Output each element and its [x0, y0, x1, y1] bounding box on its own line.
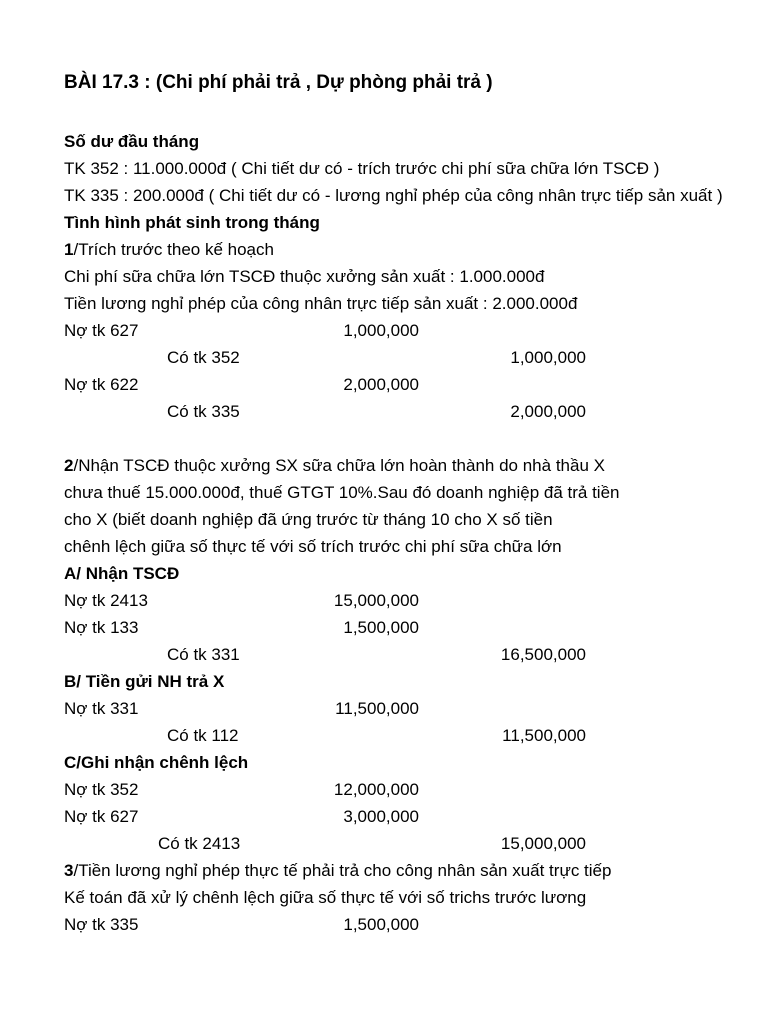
credit-entry [64, 722, 589, 749]
account-label: Nợ tk 335 [64, 915, 139, 934]
line-text: A/ Nhận TSCĐ [64, 564, 180, 583]
text-line [64, 182, 723, 209]
account-label: Nợ tk 627 [64, 807, 139, 826]
line-text: cho X (biết doanh nghiệp đã ứng trước từ tháng 10 cho X số tiền [64, 510, 553, 529]
line-text: B/ Tiền gửi NH trả X [64, 672, 225, 691]
credit-entry [64, 830, 589, 857]
debit-entry [64, 695, 589, 722]
line-text: Kế toán đã xử lý chênh lệch giữa số thực tế với số trichs trước lương [64, 888, 587, 907]
account-label: Có tk 112 [167, 726, 239, 745]
text-line [64, 506, 589, 533]
section-heading [64, 560, 589, 587]
account-label: Nợ tk 133 [64, 618, 139, 637]
account-label: Nợ tk 331 [64, 699, 139, 718]
text-line [64, 155, 660, 182]
amount-value: 1,000,000 [510, 348, 586, 367]
amount-value: 15,000,000 [500, 834, 586, 853]
text-line [64, 533, 589, 560]
account-label: Nợ tk 352 [64, 780, 139, 799]
blank-row [64, 425, 589, 452]
section-heading [64, 668, 589, 695]
text-line [64, 884, 589, 911]
item-number: 2 [64, 456, 74, 475]
section-heading [64, 749, 589, 776]
account-label: Nợ tk 627 [64, 321, 139, 340]
debit-entry [64, 371, 589, 398]
text-line [64, 857, 612, 884]
line-text: Chi phí sữa chữa lớn TSCĐ thuộc xưởng sản xuất : 1.000.000đ [64, 267, 545, 286]
amount-value: 11,500,000 [335, 699, 419, 718]
amount-value: 12,000,000 [333, 780, 419, 799]
amount-value: 1,500,000 [343, 618, 419, 637]
account-label: Nợ tk 622 [64, 375, 139, 394]
text-line [64, 290, 589, 317]
account-label: Có tk 352 [167, 348, 240, 367]
line-text: chênh lệch giữa số thực tế với số trích trước chi phí sữa chữa lớn [64, 537, 562, 556]
account-label: Có tk 335 [167, 402, 240, 421]
account-label: Có tk 2413 [158, 834, 241, 853]
line-text: Tiền lương nghỉ phép của công nhân trực tiếp sản xuất : 2.000.000đ [64, 294, 578, 313]
text-line [64, 452, 605, 479]
line-text: Tình hình phát sinh trong tháng [64, 213, 320, 232]
section-heading [64, 128, 589, 155]
line-text: C/Ghi nhận chênh lệch [64, 753, 249, 772]
amount-value: 11,500,000 [502, 726, 586, 745]
amount-value: 3,000,000 [343, 807, 419, 826]
credit-entry [64, 641, 589, 668]
item-number: 3 [64, 861, 74, 880]
amount-value: 15,000,000 [333, 591, 419, 610]
debit-entry [64, 776, 589, 803]
text-line [64, 263, 589, 290]
line-text: Số dư đầu tháng [64, 132, 200, 151]
text-line [64, 236, 589, 263]
line-text: /Trích trước theo kế hoạch [73, 240, 274, 259]
account-label: Nợ tk 2413 [64, 591, 148, 610]
amount-value: 16,500,000 [500, 645, 586, 664]
debit-entry [64, 911, 589, 938]
credit-entry [64, 344, 589, 371]
section-heading [64, 209, 589, 236]
line-text: TK 352 : 11.000.000đ ( Chi tiết dư có - trích trước chi phí sữa chữa lớn TSCĐ ) [64, 159, 660, 178]
line-text: TK 335 : 200.000đ ( Chi tiết dư có - lương nghỉ phép của công nhân trực tiếp sản xuất ) [64, 186, 723, 205]
amount-value: 2,000,000 [510, 402, 586, 421]
text-line [64, 479, 620, 506]
debit-entry [64, 587, 589, 614]
exercise-title: BÀI 17.3 : (Chi phí phải trả , Dự phòng phải trả ) [64, 72, 493, 93]
line-text: /Tiền lương nghỉ phép thực tế phải trả cho công nhân sản xuất trực tiếp [73, 861, 612, 880]
debit-entry [64, 803, 589, 830]
credit-entry [64, 398, 589, 425]
debit-entry [64, 317, 589, 344]
account-label: Có tk 331 [167, 645, 240, 664]
amount-value: 2,000,000 [343, 375, 419, 394]
line-text: /Nhận TSCĐ thuộc xưởng SX sữa chữa lớn hoàn thành do nhà thầu X [73, 456, 605, 475]
item-number: 1 [64, 240, 74, 259]
amount-value: 1,000,000 [343, 321, 419, 340]
debit-entry [64, 614, 589, 641]
line-text: chưa thuế 15.000.000đ, thuế GTGT 10%.Sau đó doanh nghiệp đã trả tiền [64, 483, 620, 502]
amount-value: 1,500,000 [343, 915, 419, 934]
worksheet-visible-area [64, 60, 723, 960]
